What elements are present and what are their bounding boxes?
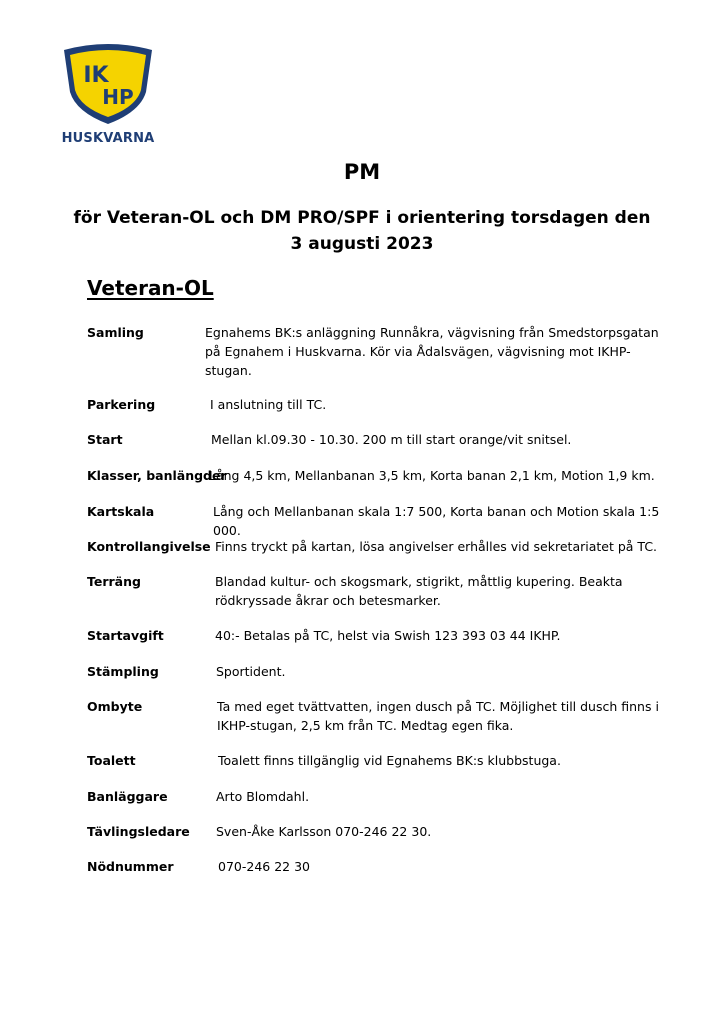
info-value: 070-246 22 30 xyxy=(218,859,310,874)
logo-letters-bottom: HP xyxy=(102,85,134,109)
info-value: 40:- Betalas på TC, helst via Swish 123 393 03 44 IKHP. xyxy=(215,628,561,643)
info-value: Finns tryckt på kartan, lösa angivelser erhålles vid sekretariatet på TC. xyxy=(215,539,658,554)
info-label: Banläggare xyxy=(87,789,168,804)
info-label: Start xyxy=(87,432,123,447)
info-label: Startavgift xyxy=(87,628,164,643)
info-label: Toalett xyxy=(87,753,136,768)
section-heading: Veteran-OL xyxy=(87,276,214,300)
info-label: Stämpling xyxy=(87,664,159,679)
info-value: Sportident. xyxy=(216,664,286,679)
document-title: PM xyxy=(343,160,381,184)
info-value: Lång och Mellanbanan skala 1:7 500, Korta banan och Motion skala 1:5 000. xyxy=(213,504,660,538)
info-value: I anslutning till TC. xyxy=(210,397,327,412)
info-label: Kartskala xyxy=(87,504,155,519)
info-value: Ta med eget tvättvatten, ingen dusch på TC. Möjlighet till dusch finns i IKHP-stugan, 2,5 km från TC. Medtag egen fika. xyxy=(217,699,659,733)
info-value: Sven-Åke Karlsson 070-246 22 30. xyxy=(216,824,432,839)
shield-icon xyxy=(60,40,156,126)
info-value: Arto Blomdahl. xyxy=(216,789,310,804)
info-label: Samling xyxy=(87,325,144,340)
info-label: Tävlingsledare xyxy=(87,824,190,839)
document-subtitle: för Veteran-OL och DM PRO/SPF i orientering torsdagen den 3 augusti 2023 xyxy=(73,208,651,254)
info-label: Klasser, banlängder xyxy=(87,468,227,483)
logo-caption: HUSKVARNA xyxy=(61,131,155,146)
club-logo xyxy=(60,40,156,146)
info-label: Nödnummer xyxy=(87,859,174,874)
info-label: Parkering xyxy=(87,397,156,412)
info-value: Egnahems BK:s anläggning Runnåkra, vägvisning från Smedstorpsgatan på Egnahem i Huskvarna. Kör via Ådalsvägen, vägvisning mot IKHP-stugan. xyxy=(205,325,659,378)
info-label: Kontrollangivelse xyxy=(87,539,211,554)
info-label: Ombyte xyxy=(87,699,143,714)
info-value: Blandad kultur- och skogsmark, stigrikt, måttlig kupering. Beakta rödkryssade åkrar och betesmarker. xyxy=(215,574,623,608)
info-value: Toalett finns tillgänglig vid Egnahems BK:s klubbstuga. xyxy=(218,753,561,768)
logo-letters-top: IK xyxy=(83,63,109,88)
info-value: Mellan kl.09.30 - 10.30. 200 m till start orange/vit snitsel. xyxy=(211,432,572,447)
info-label: Terräng xyxy=(87,574,141,589)
info-value: Lång 4,5 km, Mellanbanan 3,5 km, Korta banan 2,1 km, Motion 1,9 km. xyxy=(209,468,655,483)
